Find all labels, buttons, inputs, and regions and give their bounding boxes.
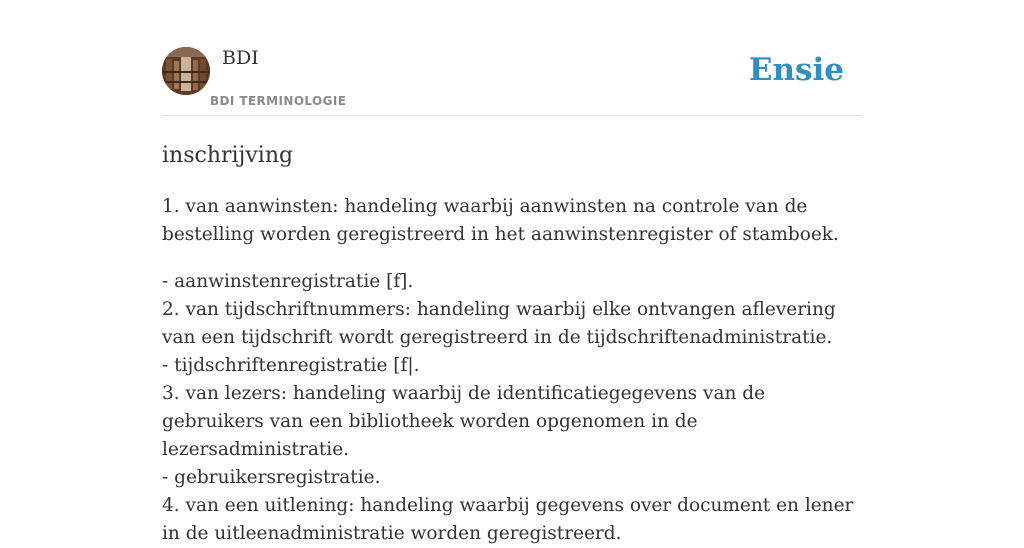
author-name[interactable]: BDI xyxy=(222,47,259,69)
definition-line: - tijdschriftenregistratie [f|. xyxy=(162,355,420,376)
definition-line: 4. van een uitlening: handeling waarbij gegevens over document en lener in de uitleenadministratie worden geregistreerd. xyxy=(162,495,854,544)
entry-paragraph: 1. van aanwinsten: handeling waarbij aanwinsten na controle van de bestelling worden geregistreerd in het aanwinstenregister of stamboek. xyxy=(162,196,839,245)
definition-line: 3. van lezers: handeling waarbij de identificatiegegevens van de gebruikers van een bibliotheek worden opgenomen in de lezersadministratie. xyxy=(162,383,766,460)
library-photo-icon xyxy=(162,47,210,95)
entry-definition-list xyxy=(162,268,862,548)
brand-logo[interactable]: Ensie xyxy=(748,52,844,88)
definition-line: 2. van tijdschriftnummers: handeling waarbij elke ontvangen aflevering van een tijdschrift wordt geregistreerd in de tijdschriftenadministratie. xyxy=(162,299,836,348)
collection-label[interactable]: BDI TERMINOLOGIE xyxy=(210,94,347,108)
entry-header xyxy=(162,0,862,116)
definition-line: - aanwinstenregistratie [f]. xyxy=(162,271,414,292)
entry-title: inschrijving xyxy=(162,143,294,168)
author-avatar[interactable] xyxy=(162,47,210,95)
entry-card xyxy=(162,0,862,548)
definition-line: - gebruikersregistratie. xyxy=(162,467,381,488)
